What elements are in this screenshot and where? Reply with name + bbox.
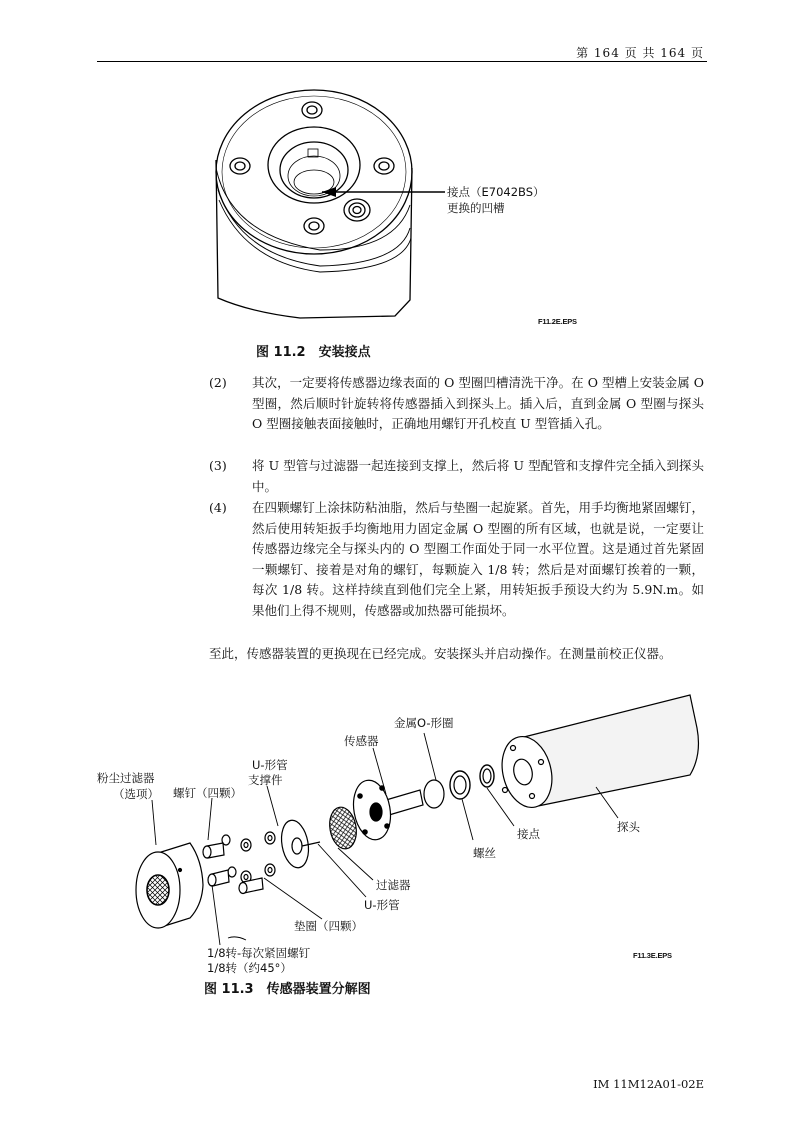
- label-filter: 过滤器: [376, 878, 411, 892]
- label-metal-o-ring: 金属O-形圈: [394, 716, 454, 730]
- label-eighth-turn-degrees: 1/8转（约45°）: [207, 961, 292, 975]
- u-tube-support: [278, 818, 312, 870]
- label-thread: 螺丝: [473, 846, 496, 860]
- figure-11-2-caption: 图 11.2 安装接点: [256, 345, 371, 360]
- washer: [265, 832, 275, 844]
- page-number-header: 第 164 页 共 164 页: [576, 46, 704, 60]
- label-dust-filter-optional: （选项）: [113, 787, 159, 801]
- label-eighth-turn: 1/8转-每次紧固螺钉: [207, 946, 311, 960]
- label-u-tube-support-1: U-形管: [252, 758, 288, 772]
- step-number: (2): [209, 375, 227, 390]
- label-probe: 探头: [617, 820, 640, 834]
- label-u-tube: U-形管: [364, 898, 400, 912]
- step-text: 其次，一定要将传感器边缘表面的 O 型圈凹槽清洗干净。在 O 型槽上安装金属 O 型圈，然后顺时针旋转将传感器插入到探头上。插入后，直到金属 O 型圈与探头 O 型圈接触表面接触时，正确地用螺钉开孔校直 U 型管插入孔。: [252, 375, 704, 432]
- callout-contact-label: 接点（E7042BS）: [447, 185, 545, 199]
- contact-ring: [480, 765, 494, 787]
- label-washers: 垫圈（四颗）: [294, 919, 363, 933]
- metal-o-ring: [424, 780, 444, 808]
- figure-11-3-caption: 图 11.3 传感器装置分解图: [204, 982, 371, 997]
- label-dust-filter: 粉尘过滤器: [97, 771, 155, 785]
- step-text: 将 U 型管与过滤器一起连接到支撑上，然后将 U 型配管和支撑件完全插入到探头中。: [252, 458, 704, 494]
- document-id-footer: IM 11M12A01-02E: [593, 1077, 704, 1091]
- label-contact: 接点: [517, 827, 540, 841]
- callout-groove-label: 更换的凹槽: [447, 201, 505, 215]
- step-number: (3): [209, 458, 227, 473]
- label-sensor: 传感器: [344, 734, 379, 748]
- label-u-tube-support-2: 支撑件: [248, 773, 283, 787]
- conclusion-paragraph: 至此，传感器装置的更换现在已经完成。安装探头并启动操作。在测量前校正仪器。: [209, 646, 672, 661]
- figure-1-eps-tag: F11.2E.EPS: [538, 317, 577, 326]
- step-text: 在四颗螺钉上涂抹防粘油脂，然后与垫圈一起旋紧。首先，用手均衡地紧固螺钉，然后使用转矩扳手均衡地用力固定金属 O 型圈的所有区域，也就是说，一定要让传感器边缘完全与探头内的 O 型圈工作面处于同一水平位置。这是通过首先紧固一颗螺钉、接着是对角的螺钉，每颗旋入 1/8 转；然后是对面螺钉挨着的一颗，每次 1/8 转。这样持续直到他们完全上紧，用转矩扳手预设大约为 5.9N.m。如果他们上得不规则，传感器或加热器可能损坏。: [252, 500, 704, 618]
- sensor-stem: [386, 790, 423, 815]
- figure-2-eps-tag: F11.3E.EPS: [633, 951, 672, 960]
- step-number: (4): [209, 500, 227, 515]
- thread-ring: [450, 771, 470, 799]
- label-screws: 螺钉（四颗）: [173, 786, 242, 800]
